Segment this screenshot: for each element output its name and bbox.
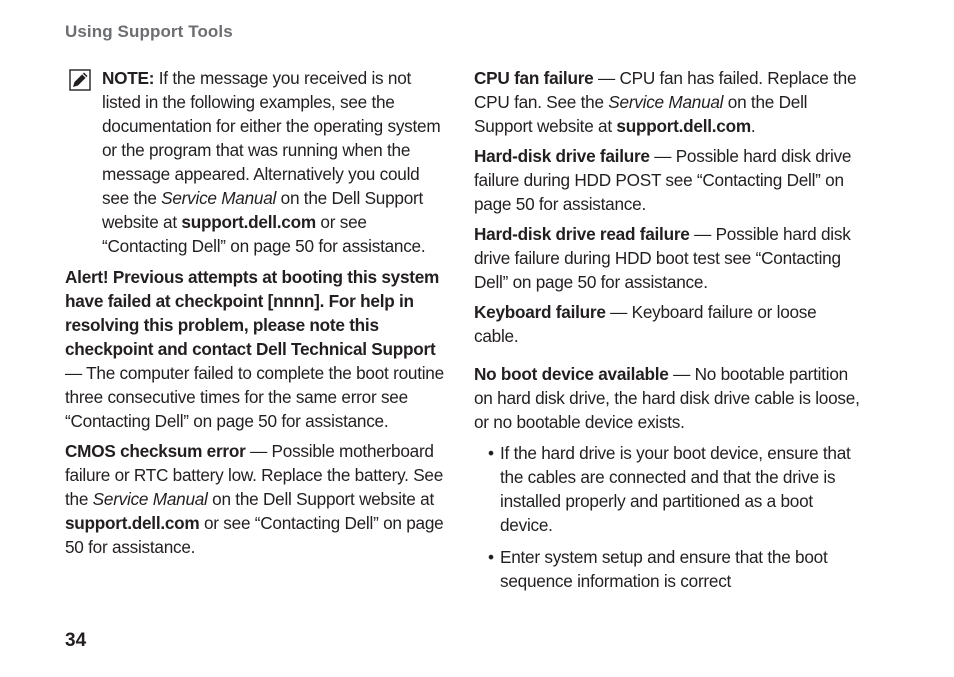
bullet-dot: • [488,443,494,463]
cpu-fan-entry [474,66,860,138]
cpu-fan-desc-2: on the Dell Support website at [474,92,808,136]
hdd-read-term: Hard-disk drive read failure [474,224,690,244]
note-manual: Service Manual [161,188,277,208]
no-boot-entry [474,362,860,434]
note-text-2: on the Dell Support website at [102,188,424,232]
hdd-failure-term: Hard-disk drive failure [474,146,650,166]
no-boot-desc: — No bootable partition on hard disk drive, the hard disk drive cable is loose, or no bootable device exists. [474,364,860,432]
cmos-desc-1: — Possible motherboard failure or RTC battery low. Replace the battery. See the [65,441,444,509]
note-text-1: If the message you received is not listed in the following examples, see the documentation for either the operating system or the program that was running when the message appeared. Alternatively you could see the [102,68,441,208]
cmos-desc-3: or see “Contacting Dell” on page 50 for assistance. [65,513,444,557]
cpu-fan-site: support.dell.com [616,116,751,136]
keyboard-desc: — Keyboard failure or loose cable. [474,302,817,346]
bullet-dot: • [488,547,494,567]
cmos-term: CMOS checksum error [65,441,246,461]
alert-desc: — The computer failed to complete the boot routine three consecutive times for the same error see “Contacting Dell” on page 50 for assistance. [65,363,444,431]
note-label: NOTE: [102,68,155,88]
note-site: support.dell.com [181,212,316,232]
alert-term: Alert! Previous attempts at booting this system have failed at checkpoint [nnnn]. For help in resolving this problem, please note this checkpoint and contact Dell Technical Support [65,267,440,359]
note-text-3: or see “Contacting Dell” on page 50 for assistance. [102,212,426,256]
hdd-read-desc: — Possible hard disk drive failure during HDD boot test see “Contacting Dell” on page 50 for assistance. [474,224,851,292]
keyboard-entry [474,300,860,348]
page-number: 34 [65,630,87,651]
cmos-desc-2: on the Dell Support website at [207,489,434,509]
no-boot-term: No boot device available [474,364,669,384]
bullet-item [474,441,860,537]
cpu-fan-manual: Service Manual [608,92,724,112]
cpu-fan-term: CPU fan failure [474,68,594,88]
bullet-text: If the hard drive is your boot device, ensure that the cables are connected and that the drive is installed properly and partitioned as a boot device. [500,443,851,535]
cmos-site: support.dell.com [65,513,200,533]
cpu-fan-desc-3: . [750,116,756,136]
left-column [65,66,449,565]
running-header: Using Support Tools [65,22,233,41]
bullet-text: Enter system setup and ensure that the boot sequence information is correct [500,547,828,591]
hdd-failure-entry [474,144,860,216]
keyboard-term: Keyboard failure [474,302,606,322]
note-block [65,66,449,258]
cmos-manual: Service Manual [92,489,208,509]
hdd-failure-desc: — Possible hard disk drive failure during HDD POST see “Contacting Dell” on page 50 for assistance. [474,146,852,214]
hdd-read-entry [474,222,860,294]
cmos-entry [65,439,449,559]
cpu-fan-desc-1: — CPU fan has failed. Replace the CPU fan. See the [474,68,857,112]
alert-entry [65,265,449,433]
right-column [474,66,860,601]
note-pencil-icon [69,69,91,91]
bullet-item [474,545,860,593]
